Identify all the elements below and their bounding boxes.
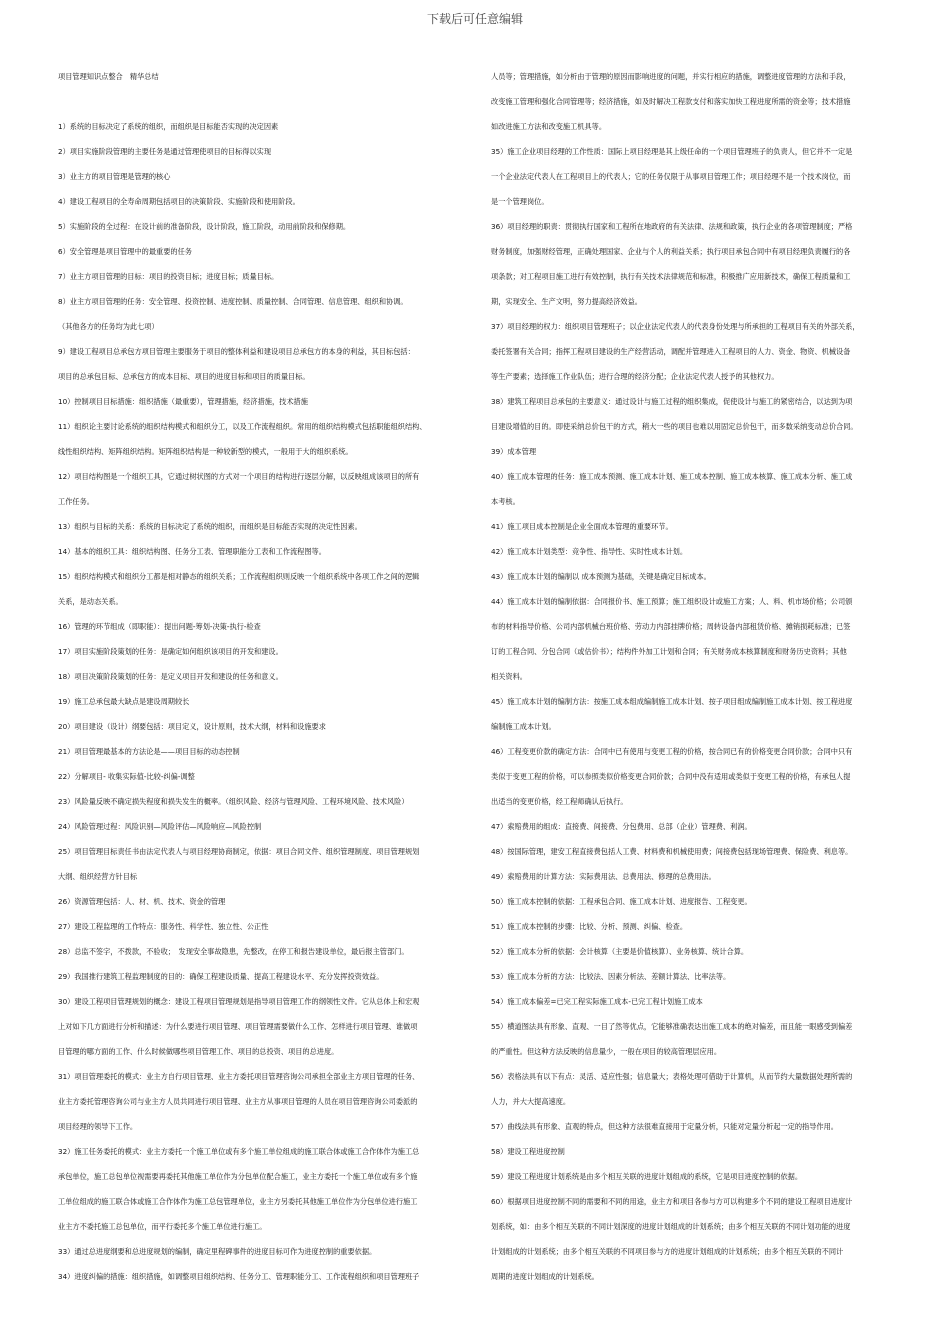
text-line: 委托签署有关合同；指挥工程项目建设的生产经营活动，调配并管理进入工程项目的人力、资金、物资、机械设备 <box>491 347 851 356</box>
text-line: 5）实施阶段的全过程：在设计前的准备阶段，设计阶段，施工阶段，动用前阶段和保修期。 <box>58 222 351 231</box>
text-line: 22）分解项目- 收集实际值-比较-纠偏-调整 <box>58 772 195 781</box>
text-line: 的严重性。但这种方法反映的信息量少，一般在项目的较高管理层应用。 <box>491 1047 722 1056</box>
text-line: 6）安全管理是项目管理中的最重要的任务 <box>58 247 192 256</box>
text-line: 等生产要素；选择施工作业队伍；进行合理的经济分配；企业法定代表人授予的其他权力。 <box>491 372 779 381</box>
text-line: 项条款；对工程项目施工进行有效控制，执行有关技术法律规范和标准，积极推广应用新技术，确保工程质量和工 <box>491 272 851 281</box>
text-line: 3）业主方的项目管理是管理的核心 <box>58 172 171 181</box>
text-line: 60）根据项目进度控制不同的需要和不同的用途，业主方和项目各参与方可以构建多个不同的建设工程项目进度计 <box>491 1197 853 1206</box>
text-line: 32）施工任务委托的模式：业主方委托一个施工单位或有多个施工单位组成的施工联合体或施工合作体作为施工总 <box>58 1147 420 1156</box>
text-line: 人员等；管理措施，如分析由于管理的原因而影响进度的问题，并实行相应的措施，调整进度管理的方法和手段， <box>491 72 851 81</box>
text-line: 14）基本的组织工具：组织结构图、任务分工表、管理职能分工表和工作流程图等。 <box>58 547 326 556</box>
text-line: 工单位组成的施工联合体或施工合作体作为施工总包管理单位，业主方另委托其他施工单位作为分包单位进行施工 <box>58 1197 418 1206</box>
text-line: 49）索赔费用的计算方法：实际费用法、总费用法、修理的总费用法。 <box>491 872 716 881</box>
text-line: 财务制度，加强财经管理，正确处理国家、企业与个人的利益关系；执行项目承包合同中有项目经理负责履行的各 <box>491 247 851 256</box>
text-line: 9）建设工程项目总承包方项目管理主要服务于项目的整体利益和建设项目总承包方的本身的利益，其目标包括： <box>58 347 415 356</box>
text-line: 本考核。 <box>491 497 520 506</box>
text-line: 上对如下几方面进行分析和描述：为什么要进行项目管理、项目管理需要做什么工作、怎样进行项目管理、谁做项 <box>58 1022 418 1031</box>
text-line: 项目管理知识点整合 精华总结 <box>58 72 159 81</box>
text-line: 19）施工总承包最大缺点是建设周期较长 <box>58 697 190 706</box>
text-line: 11）组织论主要讨论系统的组织结构模式和组织分工，以及工作流程组织。常用的组织结构模式包括职能组织结构、 <box>58 422 427 431</box>
text-line: 订的工程合同、分包合同（或估价书）；结构件外加工计划和合同；有关财务成本核算制度和财务历史资料；其他 <box>491 647 847 656</box>
text-line: 12）项目结构图是一个组织工具，它通过树状图的方式对一个项目的结构进行逐层分解，以反映组成该项目的所有 <box>58 472 420 481</box>
text-line: 26）资源管理包括：人、材、机、技术、资金的管理 <box>58 897 226 906</box>
text-line: 关系，是动态关系。 <box>58 597 123 606</box>
text-line: 一个企业法定代表人在工程项目上的代表人；它的任务仅限于从事项目管理工作；项目经理不是一个技术岗位，而 <box>491 172 851 181</box>
text-line: 如改进施工方法和改变施工机具等。 <box>491 122 607 131</box>
text-line: 21）项目管理最基本的方法论是——项目目标的动态控制 <box>58 747 240 756</box>
text-line: 人力，并大大提高速度。 <box>491 1097 571 1106</box>
text-line: 23）风险量反映不确定损失程度和损失发生的概率。（组织风险、经济与管理风险、工程环境风险、技术风险） <box>58 797 409 806</box>
text-line: 35）施工企业项目经理的工作性质：国际上项目经理是其上级任命的一个项目管理班子的负责人，但它并不一定是 <box>491 147 853 156</box>
text-line: 业主方不委托施工总包单位，而平行委托多个施工单位进行施工。 <box>58 1222 267 1231</box>
text-line: 45）施工成本计划的编制方法：按施工成本组成编制施工成本计划、按子项目组成编制施工成本计划、按工程进度 <box>491 697 853 706</box>
text-line: 8）业主方项目管理的任务：安全管理、投资控制、进度控制、质量控制、合同管理、信息管理、组织和协调。 <box>58 297 408 306</box>
left-column <box>58 64 464 1289</box>
text-line: 56）表格法具有以下有点：灵活、适应性强；信息量大；表格处理可借助于计算机，从而节约大量数据处理所需的 <box>491 1072 853 1081</box>
text-line: 51）施工成本控制的步骤：比较、分析、预测、纠偏、检查。 <box>491 922 688 931</box>
text-line: 线性组织结构、矩阵组织结构。矩阵组织结构是一种较新型的模式，一般用于大的组织系统。 <box>58 447 353 456</box>
text-line: 20）项目建设（设计）纲要包括：项目定义，设计原则，技术大纲，材料和设施要求 <box>58 722 326 731</box>
text-line: 4）建设工程项目的全寿命周期包括项目的决策阶段、实施阶段和使用阶段。 <box>58 197 300 206</box>
text-line <box>58 89 464 114</box>
text-line: 1）系统的目标决定了系统的组织，而组织是目标能否实现的决定因素 <box>58 122 279 131</box>
text-line: 36）项目经理的职责：贯彻执行国家和工程所在地政府的有关法律、法规和政策，执行企业的各项管理制度；严格 <box>491 222 853 231</box>
text-line: 工作任务。 <box>58 497 94 506</box>
text-line: 期，实现安全、生产文明，努力提高经济效益。 <box>491 297 642 306</box>
text-line: 41）施工项目成本控制是企业全面成本管理的重要环节。 <box>491 522 673 531</box>
text-line: 是一个管理岗位。 <box>491 197 549 206</box>
text-line: （其他各方的任务均为此七项） <box>58 322 159 331</box>
text-line: 布的材料指导价格、公司内部机械台班价格、劳动力内部挂牌价格；周转设备内部租赁价格、摊销损耗标准；已签 <box>491 622 851 631</box>
text-line: 55）横道图法具有形象、直观、一目了然等优点，它能够准确表达出施工成本的绝对偏差，而且能一眼感受到偏差 <box>491 1022 853 1031</box>
text-line: 17）项目实施阶段策划的任务：是确定如何组织该项目的开发和建设。 <box>58 647 283 656</box>
text-line: 40）施工成本管理的任务：施工成本预测、施工成本计划、施工成本控制、施工成本核算、施工成本分析、施工成 <box>491 472 853 481</box>
text-line: 46）工程变更价款的确定方法：合同中已有使用与变更工程的价格，按合同已有的价格变更合同价款；合同中只有 <box>491 747 853 756</box>
text-line: 18）项目决策阶段策划的任务：是定义项目开发和建设的任务和意义。 <box>58 672 283 681</box>
text-line: 42）施工成本计划类型：竞争性、指导性、实时性成本计划。 <box>491 547 688 556</box>
text-line: 改变施工管理和强化合同管理等；经济措施，如及时解决工程款支付和落实加快工程进度所需的资金等；技术措施 <box>491 97 851 106</box>
text-line: 承包单位，施工总包单位视需要再委托其他施工单位作为分包单位配合施工，业主方委托一个施工单位或有多个施 <box>58 1172 418 1181</box>
text-line: 48）按国际管理，建安工程直接费包括人工费、材料费和机械使用费；间接费包括现场管理费、保险费、利息等。 <box>491 847 853 856</box>
text-line: 25）项目管理目标责任书由法定代表人与项目经理协商制定，依据：项目合同文件、组织管理制度、项目管理规划 <box>58 847 420 856</box>
text-line: 大纲、组织经营方针目标 <box>58 872 138 881</box>
text-line: 38）建筑工程项目总承包的主要意义：通过设计与施工过程的组织集成，促使设计与施工的紧密结合，以达到为项 <box>491 397 853 406</box>
text-line: 类似于变更工程的价格，可以参照类似价格变更合同价款；合同中没有适用或类似于变更工程的价格，有承包人提 <box>491 772 851 781</box>
text-line: 出适当的变更价格，经工程师确认后执行。 <box>491 797 628 806</box>
text-line: 24）风险管理过程：风险识别—风险评估—风险响应—风险控制 <box>58 822 262 831</box>
text-line: 15）组织结构模式和组织分工都是相对静态的组织关系；工作流程组织则反映一个组织系统中各项工作之间的逻辑 <box>58 572 420 581</box>
text-line: 37）项目经理的权力：组织项目管理班子；以企业法定代表人的代表身份处理与所承担的工程项目有关的外部关系， <box>491 322 860 331</box>
text-line: 43）施工成本计划的编制以 成本预测为基础，关键是确定目标成本。 <box>491 572 711 581</box>
text-line: 58）建设工程进度控制 <box>491 1147 565 1156</box>
text-line: 项目经理的领导下工作。 <box>58 1122 138 1131</box>
text-line: 27）建设工程监理的工作特点：服务性、科学性、独立性、公正性 <box>58 922 269 931</box>
text-line: 计划组成的计划系统；由多个相互关联的不同项目参与方的进度计划组成的计划系统；由多个相互关联的不同计 <box>491 1247 844 1256</box>
text-line: 31）项目管理委托的模式：业主方自行项目管理、业主方委托项目管理咨询公司承担全部业主方项目管理的任务、 <box>58 1072 420 1081</box>
text-line: 周期的进度计划组成的计划系统。 <box>491 1272 599 1281</box>
text-line: 59）建设工程进度计划系统是由多个相互关联的进度计划组成的系统，它是项目进度控制的依据。 <box>491 1172 803 1181</box>
text-line: 54）施工成本偏差=已完工程实际施工成本-已完工程计划施工成本 <box>491 997 703 1006</box>
text-line: 30）建设工程项目管理规划的概念：建设工程项目管理规划是指导项目管理工作的纲领性文件。它从总体上和宏观 <box>58 997 420 1006</box>
text-line: 16）管理的环节组成（即职能）：提出问题-筹划-决策-执行-检查 <box>58 622 261 631</box>
text-line: 项目的总承包目标、总承包方的成本目标、项目的进度目标和项目的质量目标。 <box>58 372 310 381</box>
text-line: 34）进度纠偏的措施：组织措施，如调整项目组织结构、任务分工、管理职能分工、工作流程组织和项目管理班子 <box>58 1272 420 1281</box>
right-column <box>491 64 901 1289</box>
text-line: 57）曲线法具有形象、直观的特点，但这种方法很难直接用于定量分析，只能对定量分析起一定的指导作用。 <box>491 1122 838 1131</box>
text-line: 52）施工成本分析的依据：会计核算（主要是价值核算）、业务核算、统计合算。 <box>491 947 749 956</box>
text-line: 28）总监不签字，不拨款，不验收； 发现安全事故隐患，先整改，在停工和报告建设单位，最后报主管部门。 <box>58 947 409 956</box>
text-line: 目管理的哪方面的工作、什么时候做哪些项目管理工作、项目的总投资、项目的总进度。 <box>58 1047 339 1056</box>
text-line: 相关资料。 <box>491 672 527 681</box>
text-line: 10）控制项目目标措施：组织措施（最重要），管理措施，经济措施，技术措施 <box>58 397 308 406</box>
page-header: 下载后可任意编辑 <box>426 12 523 26</box>
text-line: 39）成本管理 <box>491 447 537 456</box>
text-line: 29）我国推行建筑工程监理制度的目的：确保工程建设质量、提高工程建设水平、充分发挥投资效益。 <box>58 972 384 981</box>
text-line: 7）业主方项目管理的目标：项目的投资目标；进度目标；质量目标。 <box>58 272 279 281</box>
text-line: 33）通过总进度纲要和总进度规划的编制，确定里程碑事件的进度目标可作为进度控制的重要依据。 <box>58 1247 377 1256</box>
text-line: 53）施工成本分析的方法：比较法、因素分析法、差额计算法、比率法等。 <box>491 972 731 981</box>
text-line: 业主方委托管理咨询公司与业主方人员共同进行项目管理、业主方从事项目管理的人员在项目管理咨询公司委派的 <box>58 1097 418 1106</box>
text-line: 编制施工成本计划。 <box>491 722 556 731</box>
text-line: 2）项目实施阶段管理的主要任务是通过管理使项目的目标得以实现 <box>58 147 272 156</box>
text-line: 44）施工成本计划的编制依据：合同报价书、施工预算；施工组织设计或施工方案；人、料、机市场价格；公司颁 <box>491 597 853 606</box>
text-line: 13）组织与目标的关系：系统的目标决定了系统的组织，而组织是目标能否实现的决定性因素。 <box>58 522 362 531</box>
text-line: 50）施工成本控制的依据：工程承包合同、施工成本计划、进度报告、工程变更。 <box>491 897 752 906</box>
text-line: 目建设增值的目的。即使采纳总价包干的方式，稍大一些的项目也难以用固定总价包干，而多数采纳变动总价合同。 <box>491 422 858 431</box>
text-line: 划系统，如：由多个相互关联的不同计划深度的进度计划组成的计划系统；由多个相互关联的不同计划功能的进度 <box>491 1222 851 1231</box>
text-line: 47）索赔费用的组成：直接费、间接费、分包费用、总部（企业）管理费、利润。 <box>491 822 752 831</box>
